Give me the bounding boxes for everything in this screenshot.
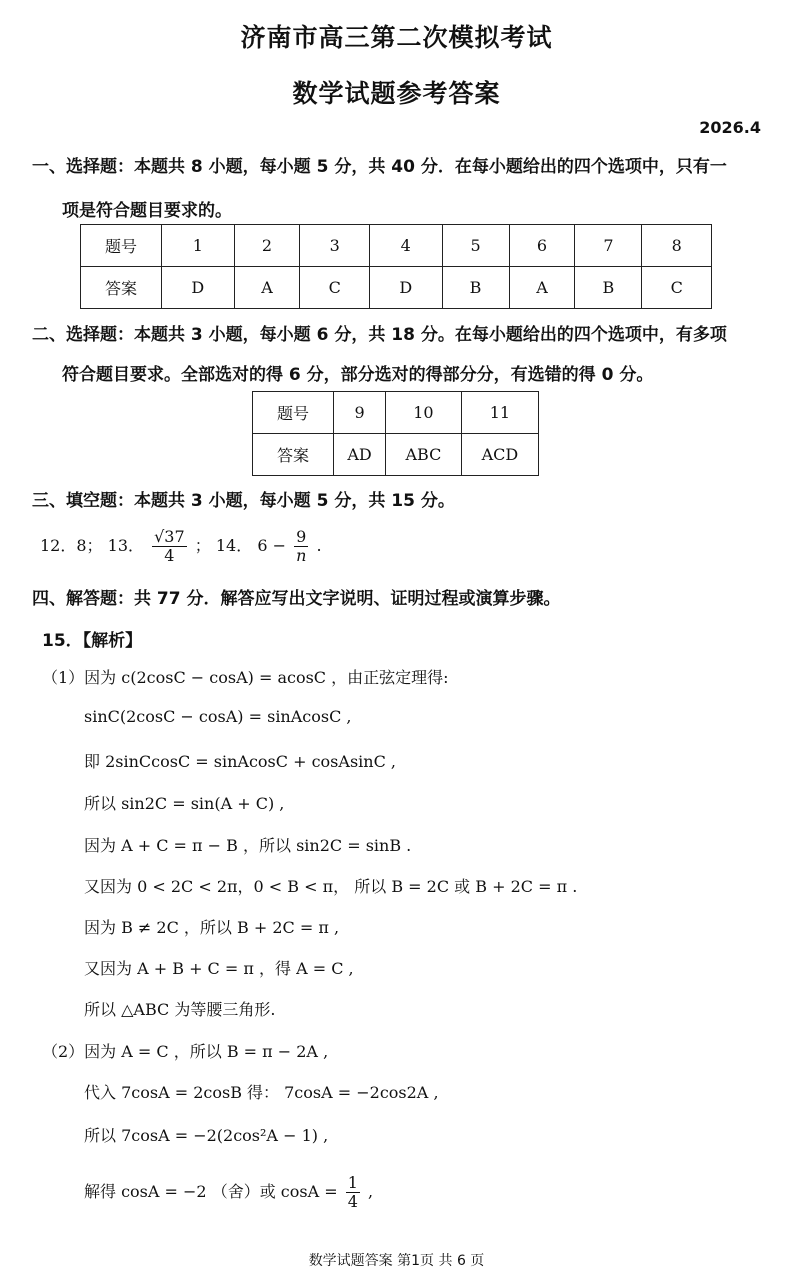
question-number: 8	[642, 225, 712, 267]
answer-cell: A	[509, 267, 575, 309]
question-number: 2	[234, 225, 300, 267]
question-number: 7	[575, 225, 642, 267]
question-number: 11	[461, 392, 538, 434]
answer-cell: C	[642, 267, 712, 309]
solution-line: 因为 B ≠ 2C ，所以 B + 2C = π ,	[84, 918, 340, 937]
q15-label: 15．【解析】	[42, 631, 143, 651]
q13-numerator: √37	[154, 527, 185, 547]
last-line-prefix: 解得 cosA = −2 （舍）或 cosA =	[84, 1182, 338, 1201]
q14-denominator: n	[296, 546, 307, 565]
question-number: 3	[300, 225, 370, 267]
q14-label: 14．	[215, 536, 253, 555]
end-period: .	[316, 536, 322, 555]
solution-line: 即 2sinCcosC = sinAcosC + cosAsinC ,	[84, 752, 396, 771]
q14-numerator: 9	[294, 528, 308, 547]
q13-denominator: 4	[164, 546, 175, 565]
solution-line: （1）因为 c(2cosC − cosA) = acosC ，由正弦定理得:	[42, 668, 449, 687]
q13-fraction	[152, 528, 187, 564]
answer-cell: ACD	[461, 434, 538, 476]
row-label: 题号	[81, 225, 162, 267]
answer-cell: A	[234, 267, 300, 309]
part1-heading-line1: 一、选择题：本题共 8 小题，每小题 5 分，共 40 分．在每小题给出的四个选项中，只有一	[32, 157, 727, 177]
answer-cell: D	[162, 267, 235, 309]
part4-heading: 四、解答题：共 77 分．解答应写出文字说明、证明过程或演算步骤。	[32, 589, 561, 609]
page-title: 济南市高三第二次模拟考试	[240, 23, 553, 52]
part2-heading-line1: 二、选择题：本题共 3 小题，每小题 6 分，共 18 分。在每小题给出的四个选项中，有多项	[32, 325, 727, 345]
part1-answer-table	[80, 224, 712, 309]
q14-fraction	[294, 528, 308, 564]
exam-date: 2026.4	[699, 118, 761, 137]
solution-line: 所以 7cosA = −2(2cos²A − 1) ,	[84, 1126, 329, 1145]
q14-prefix: 6 −	[257, 536, 287, 555]
solution-line: 又因为 A + B + C = π ，得 A = C ,	[84, 959, 354, 978]
separator: ；	[194, 536, 211, 555]
answer-cell: ABC	[386, 434, 462, 476]
row-label: 答案	[81, 267, 162, 309]
question-number: 9	[334, 392, 386, 434]
solution-last-line	[84, 1168, 373, 1216]
fill-in-answers	[40, 520, 322, 572]
part3-heading: 三、填空题：本题共 3 小题，每小题 5 分，共 15 分。	[32, 491, 455, 511]
row-label: 题号	[253, 392, 334, 434]
cos-fraction	[346, 1174, 360, 1210]
question-number: 4	[369, 225, 442, 267]
last-line-end: ,	[368, 1182, 374, 1201]
solution-line: （2）因为 A = C ，所以 B = π − 2A ,	[42, 1042, 329, 1061]
question-number: 5	[442, 225, 509, 267]
page-subtitle: 数学试题参考答案	[292, 79, 501, 108]
answer-cell: C	[300, 267, 370, 309]
part2-heading-line2: 符合题目要求。全部选对的得 6 分，部分选对的得部分分，有选错的得 0 分。	[62, 365, 654, 385]
question-number: 1	[162, 225, 235, 267]
answer-cell: AD	[334, 434, 386, 476]
q12-answer: 12．8；	[40, 536, 103, 555]
q13-label: 13．	[107, 536, 145, 555]
solution-line: 又因为 0 < 2C < 2π，0 < B < π， 所以 B = 2C 或 B + 2C = π .	[84, 877, 578, 896]
question-number: 6	[509, 225, 575, 267]
answer-cell: B	[442, 267, 509, 309]
answer-cell: B	[575, 267, 642, 309]
page-footer: 数学试题答案 第1页 共 6 页	[308, 1253, 485, 1269]
row-label: 答案	[253, 434, 334, 476]
question-number: 10	[386, 392, 462, 434]
solution-line: 所以 △ABC 为等腰三角形.	[84, 1000, 276, 1019]
solution-line: 因为 A + C = π − B ，所以 sin2C = sinB .	[84, 836, 412, 855]
cos-numerator: 1	[347, 1173, 358, 1193]
answer-cell: D	[369, 267, 442, 309]
part2-answer-table	[252, 391, 539, 476]
part1-heading-line2: 项是符合题目要求的。	[62, 201, 232, 221]
solution-line: 代入 7cosA = 2cosB 得： 7cosA = −2cos2A ,	[84, 1083, 439, 1102]
cos-denominator: 4	[347, 1192, 358, 1211]
solution-line: 所以 sin2C = sin(A + C) ,	[84, 794, 285, 813]
solution-line: sinC(2cosC − cosA) = sinAcosC ,	[84, 707, 352, 726]
